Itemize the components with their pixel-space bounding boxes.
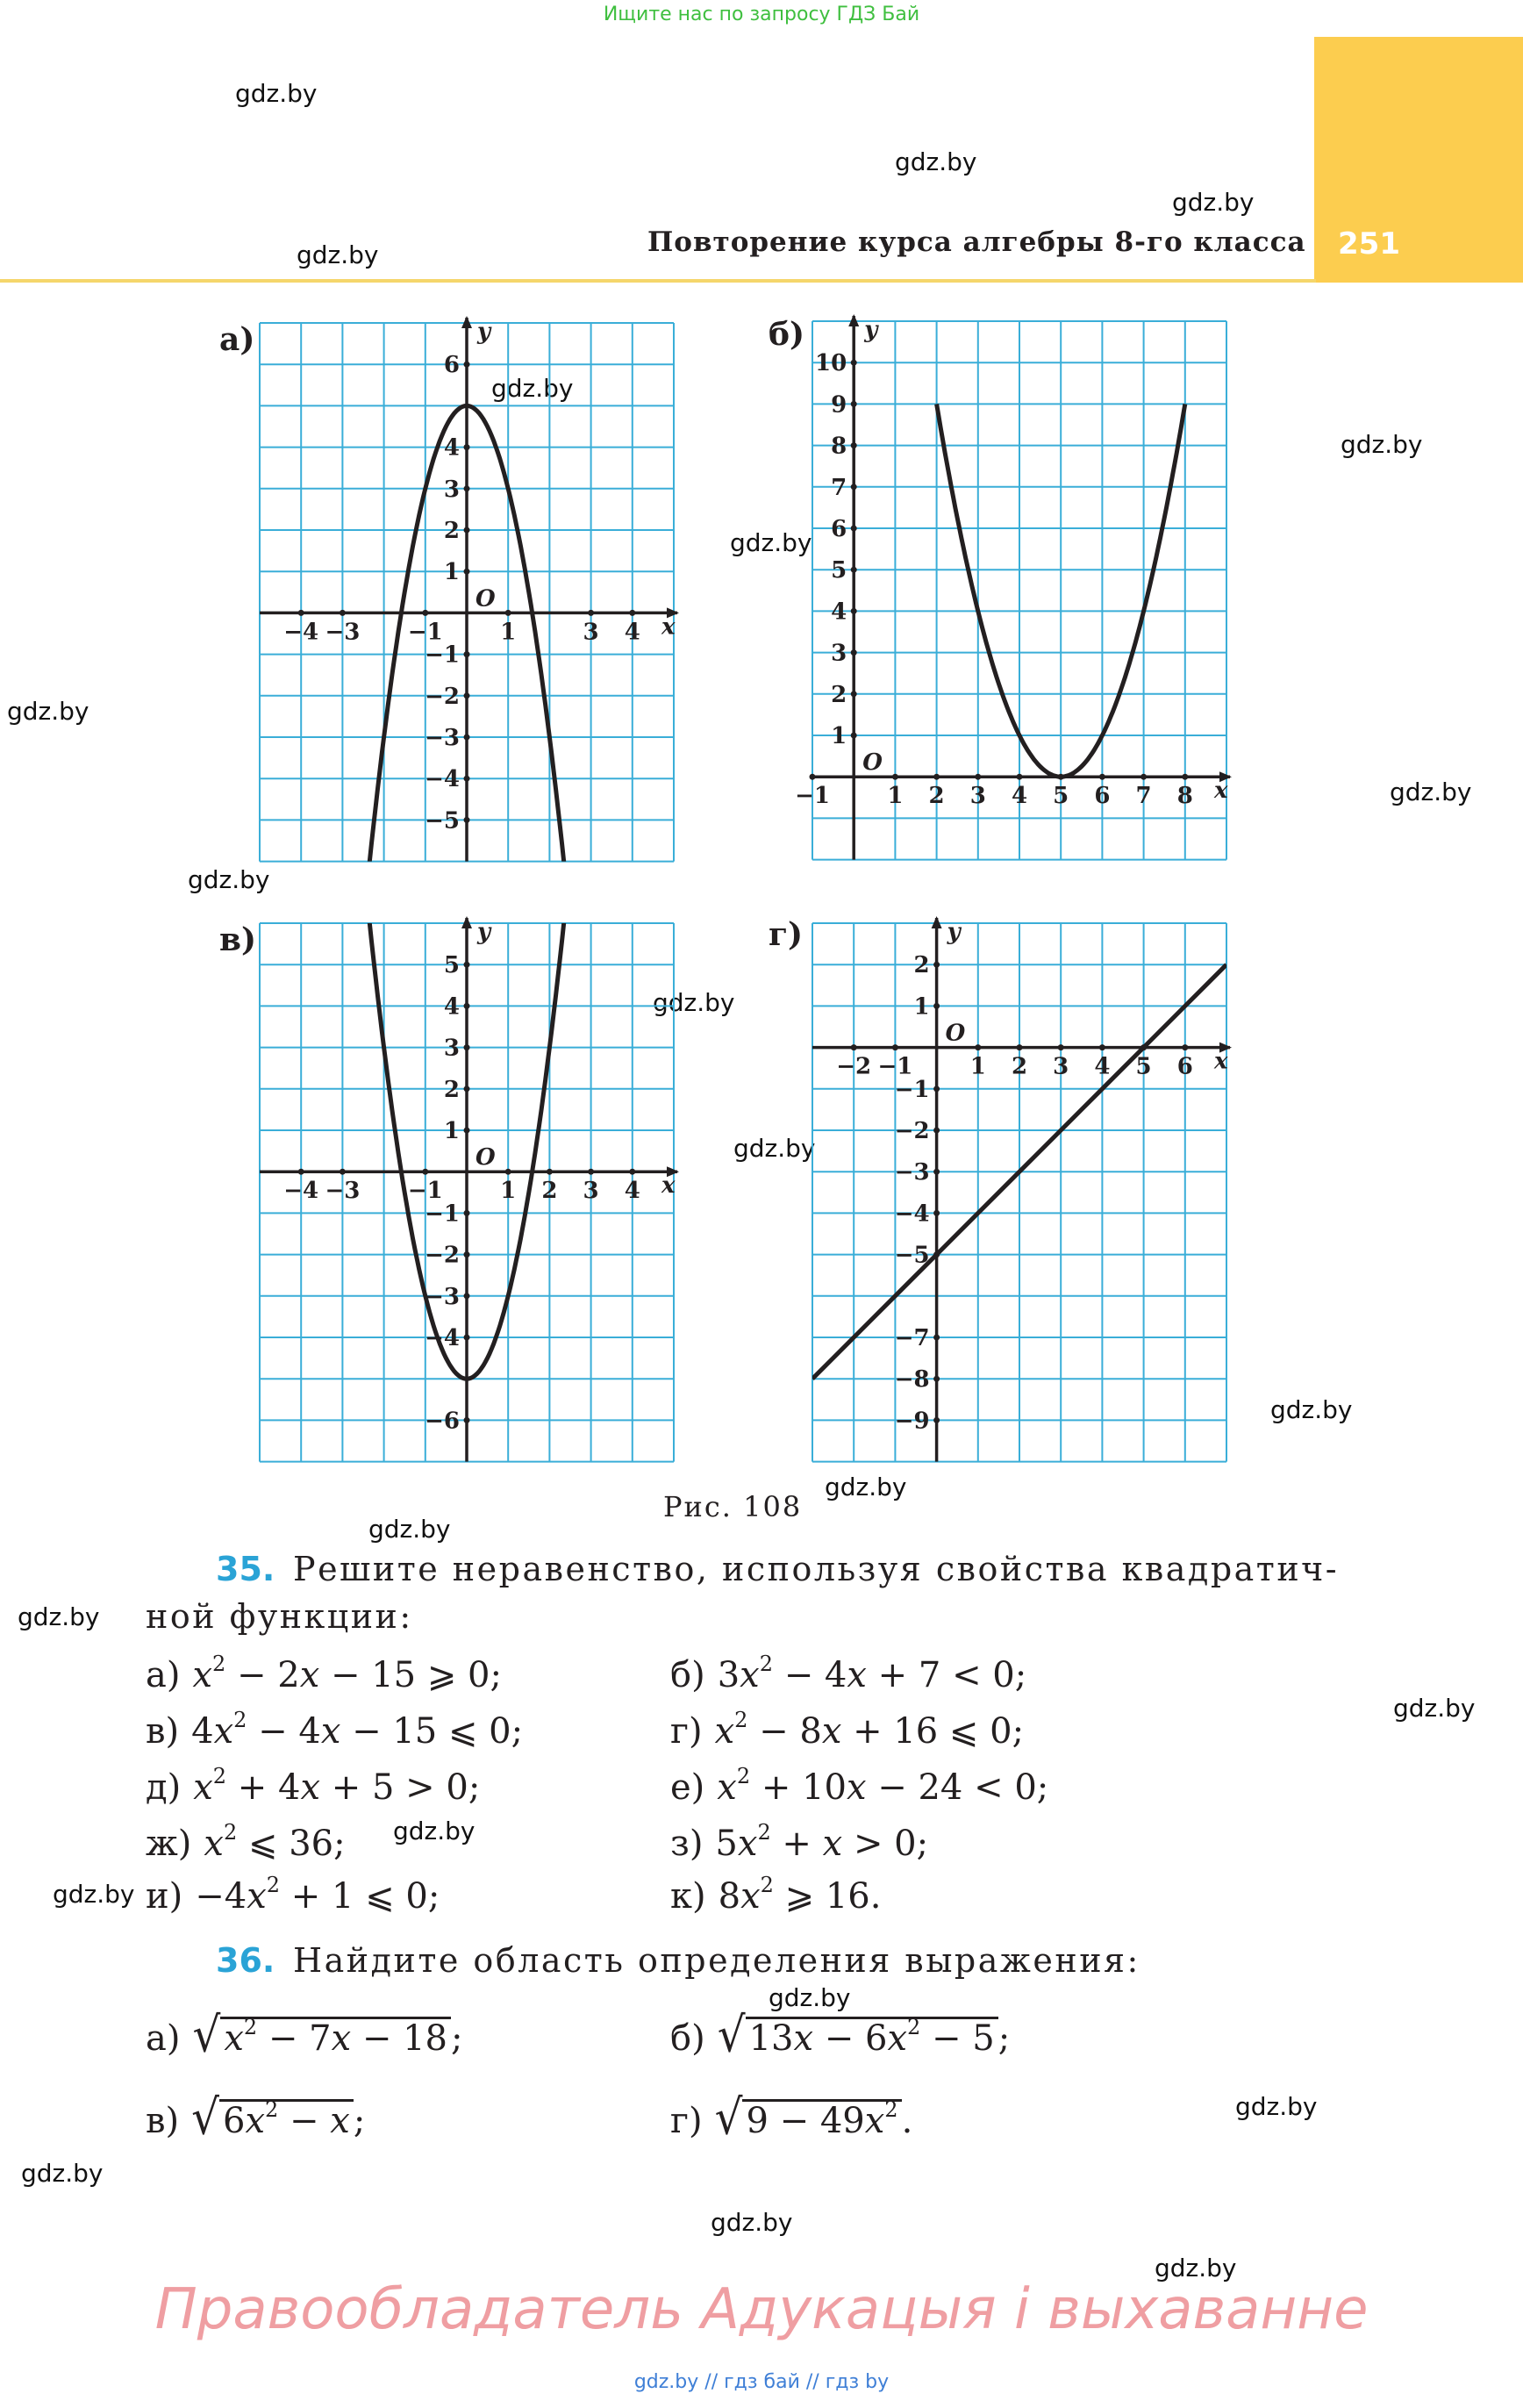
watermark: gdz.by [730, 528, 812, 557]
y-tick-label: −1 [894, 1076, 930, 1103]
x-tick-label: 3 [583, 1178, 599, 1205]
x-tick-label: −4 [283, 1178, 319, 1205]
page-number: 251 [1338, 226, 1400, 262]
x-axis-label: x [661, 613, 676, 641]
y-tick-label: −2 [894, 1118, 930, 1144]
task-35d: д) $x^2 + 4x + 5 > 0$; [146, 1764, 481, 1808]
task-35a: а) $x^2 - 2x - 15$ ⩾ 0; [146, 1652, 502, 1695]
rights-holder-notice: Правообладатель Адукацыя і выхаванне [154, 2277, 1369, 2342]
y-tick-label: −3 [425, 725, 460, 751]
x-tick-label: −1 [407, 619, 443, 646]
watermark: gdz.by [235, 79, 318, 108]
watermark: gdz.by [368, 1515, 451, 1544]
watermark: gdz.by [1172, 188, 1255, 217]
y-tick-label: −4 [425, 766, 460, 793]
x-tick-label: 4 [1094, 1053, 1111, 1080]
x-axis-label: x [661, 1172, 676, 1200]
y-tick-label: 3 [443, 476, 460, 503]
y-tick-label: 3 [443, 1035, 460, 1062]
watermark: gdz.by [1341, 430, 1423, 459]
y-tick-label: −2 [425, 1242, 460, 1269]
y-tick-label: 4 [831, 598, 847, 626]
y-tick-label: −2 [425, 683, 460, 710]
header-rule [0, 279, 1316, 283]
graph-v [260, 919, 676, 1457]
x-axis-label: x [1214, 778, 1228, 805]
watermark: gdz.by [7, 697, 89, 726]
task-35v: в) $4x^2 - 4x - 15$ ⩽ 0; [146, 1708, 524, 1752]
origin-label: O [475, 585, 496, 613]
x-tick-label: 6 [1094, 783, 1111, 810]
x-tick-label: 4 [1011, 783, 1028, 810]
task-35g: г) $x^2 - 8x + 16$ ⩽ 0; [670, 1708, 1025, 1752]
y-tick-label: −8 [894, 1366, 930, 1394]
y-tick-label: 3 [831, 640, 847, 667]
y-tick-label: 6 [831, 516, 847, 542]
y-tick-label: 1 [831, 723, 847, 749]
exercise-35-text: Решите неравенство, используя свойства квадратич- [293, 1550, 1340, 1588]
exercise-35-text: ной функции: [146, 1597, 413, 1636]
exercise-36-number: 36. [216, 1941, 275, 1980]
x-tick-label: 2 [541, 1178, 558, 1205]
watermark: gdz.by [393, 1817, 475, 1845]
y-tick-label: 8 [831, 433, 847, 460]
y-tick-label: 2 [913, 952, 930, 979]
top-banner: Ищите нас по запросу ГДЗ Бай [603, 4, 920, 25]
footer-links: gdz.by // гдз бай // гдз by [633, 2371, 890, 2393]
x-tick-label: 4 [624, 619, 640, 646]
watermark: gdz.by [53, 1880, 135, 1909]
x-tick-label: 1 [500, 619, 517, 646]
y-tick-label: −6 [425, 1408, 460, 1435]
y-axis-label: y [477, 919, 491, 945]
y-axis-label: y [864, 317, 878, 343]
x-axis-label: x [1214, 1048, 1228, 1075]
task-35zh: ж) $x^2$ ⩽ 36; [146, 1820, 346, 1864]
x-tick-label: 4 [624, 1178, 640, 1205]
x-tick-label: 6 [1176, 1053, 1193, 1080]
x-tick-label: −3 [325, 619, 361, 646]
figure-caption: Рис. 108 [663, 1490, 803, 1523]
task-35i: $и) -4x^2 + 1$ ⩽ 0; [146, 1873, 440, 1917]
y-tick-label: −4 [894, 1200, 930, 1228]
x-tick-label: −2 [836, 1053, 872, 1080]
x-tick-label: −4 [283, 619, 319, 646]
graph-a [260, 319, 676, 865]
y-tick-label: 2 [443, 518, 460, 544]
watermark: gdz.by [21, 2159, 104, 2188]
x-tick-label: −1 [407, 1178, 443, 1205]
running-header-title: Повторение курса алгебры 8-го класса [647, 226, 1306, 258]
x-tick-label: 3 [969, 783, 986, 810]
y-tick-label: 2 [831, 681, 847, 708]
watermark: gdz.by [711, 2208, 793, 2237]
y-tick-label: 4 [443, 434, 460, 462]
task-35z: з) $5x^2 + x > 0$; [670, 1820, 929, 1864]
y-tick-label: −7 [894, 1325, 930, 1351]
graph-g [812, 919, 1228, 1458]
y-tick-label: 1 [913, 993, 930, 1021]
watermark: gdz.by [653, 988, 735, 1017]
graph-b [795, 317, 1232, 865]
x-tick-label: 5 [1135, 1053, 1152, 1080]
y-tick-label: −1 [425, 1200, 460, 1228]
exercise-35-number: 35. [216, 1550, 275, 1588]
x-tick-label: 3 [583, 619, 599, 646]
y-tick-label: 7 [831, 474, 847, 501]
watermark: gdz.by [1235, 2092, 1318, 2121]
y-tick-label: −4 [425, 1325, 460, 1351]
graph-v-label: в) [219, 921, 257, 958]
task-35e: е) $x^2 + 10x - 24 < 0$; [670, 1764, 1049, 1808]
task-36v: в) √ $6x^2 - x$ ; [146, 2089, 366, 2146]
origin-label: O [475, 1144, 496, 1172]
x-tick-label: 1 [500, 1178, 517, 1205]
y-tick-label: −5 [425, 807, 460, 835]
y-tick-label: −5 [894, 1242, 930, 1269]
x-tick-label: 8 [1176, 783, 1193, 810]
watermark: gdz.by [188, 865, 270, 894]
watermark: gdz.by [825, 1473, 907, 1501]
watermark: gdz.by [769, 1983, 851, 2012]
y-tick-label: 5 [443, 952, 460, 979]
task-36b: б) √ $13x - 6x^2 - 5$ ; [670, 2007, 1011, 2063]
task-35b: б) $3x^2 - 4x + 7 < 0$; [670, 1652, 1027, 1695]
y-tick-label: 4 [443, 993, 460, 1021]
watermark: gdz.by [1155, 2254, 1237, 2283]
watermark: gdz.by [491, 374, 574, 403]
watermark: gdz.by [297, 240, 379, 269]
y-axis-label: y [947, 919, 961, 945]
x-tick-label: 2 [1011, 1053, 1028, 1080]
x-tick-label: 5 [1053, 783, 1069, 810]
x-tick-label: 1 [969, 1053, 986, 1080]
y-tick-label: 9 [831, 391, 847, 419]
graph-a-label: а) [219, 321, 255, 358]
y-tick-label: −3 [894, 1159, 930, 1186]
graph-b-label: б) [769, 316, 805, 353]
y-tick-label: 10 [815, 350, 847, 377]
y-tick-label: −9 [894, 1408, 930, 1435]
y-tick-label: 1 [443, 559, 460, 586]
watermark: gdz.by [895, 147, 977, 176]
task-36a: а) √ $x^2 - 7x - 18$ ; [146, 2007, 463, 2063]
task-35k: к) $8x^2$ ⩾ 16. [670, 1873, 882, 1917]
x-tick-label: 3 [1053, 1053, 1069, 1080]
y-tick-label: 5 [831, 557, 847, 584]
origin-label: O [862, 749, 883, 777]
watermark: gdz.by [18, 1602, 100, 1631]
y-tick-label: −3 [425, 1283, 460, 1310]
y-tick-label: 1 [443, 1118, 460, 1144]
x-tick-label: 1 [887, 783, 904, 810]
x-tick-label: −3 [325, 1178, 361, 1205]
y-tick-label: 6 [443, 352, 460, 379]
watermark: gdz.by [1270, 1395, 1353, 1424]
watermark: gdz.by [1393, 1694, 1476, 1723]
x-tick-label: 7 [1135, 783, 1152, 810]
watermark: gdz.by [1390, 778, 1472, 806]
x-tick-label: 2 [928, 783, 945, 810]
watermark: gdz.by [733, 1134, 816, 1163]
exercise-36-text: Найдите область определения выражения: [293, 1941, 1140, 1980]
y-tick-label: 2 [443, 1076, 460, 1103]
task-36g: г) √ $9 - 49x^2$ . [670, 2089, 913, 2146]
x-tick-label: −1 [795, 783, 830, 810]
y-axis-label: y [477, 319, 491, 345]
y-tick-label: −1 [425, 641, 460, 669]
origin-label: O [945, 1020, 966, 1047]
x-tick-label: −1 [877, 1053, 913, 1080]
graph-g-label: г) [769, 916, 804, 953]
